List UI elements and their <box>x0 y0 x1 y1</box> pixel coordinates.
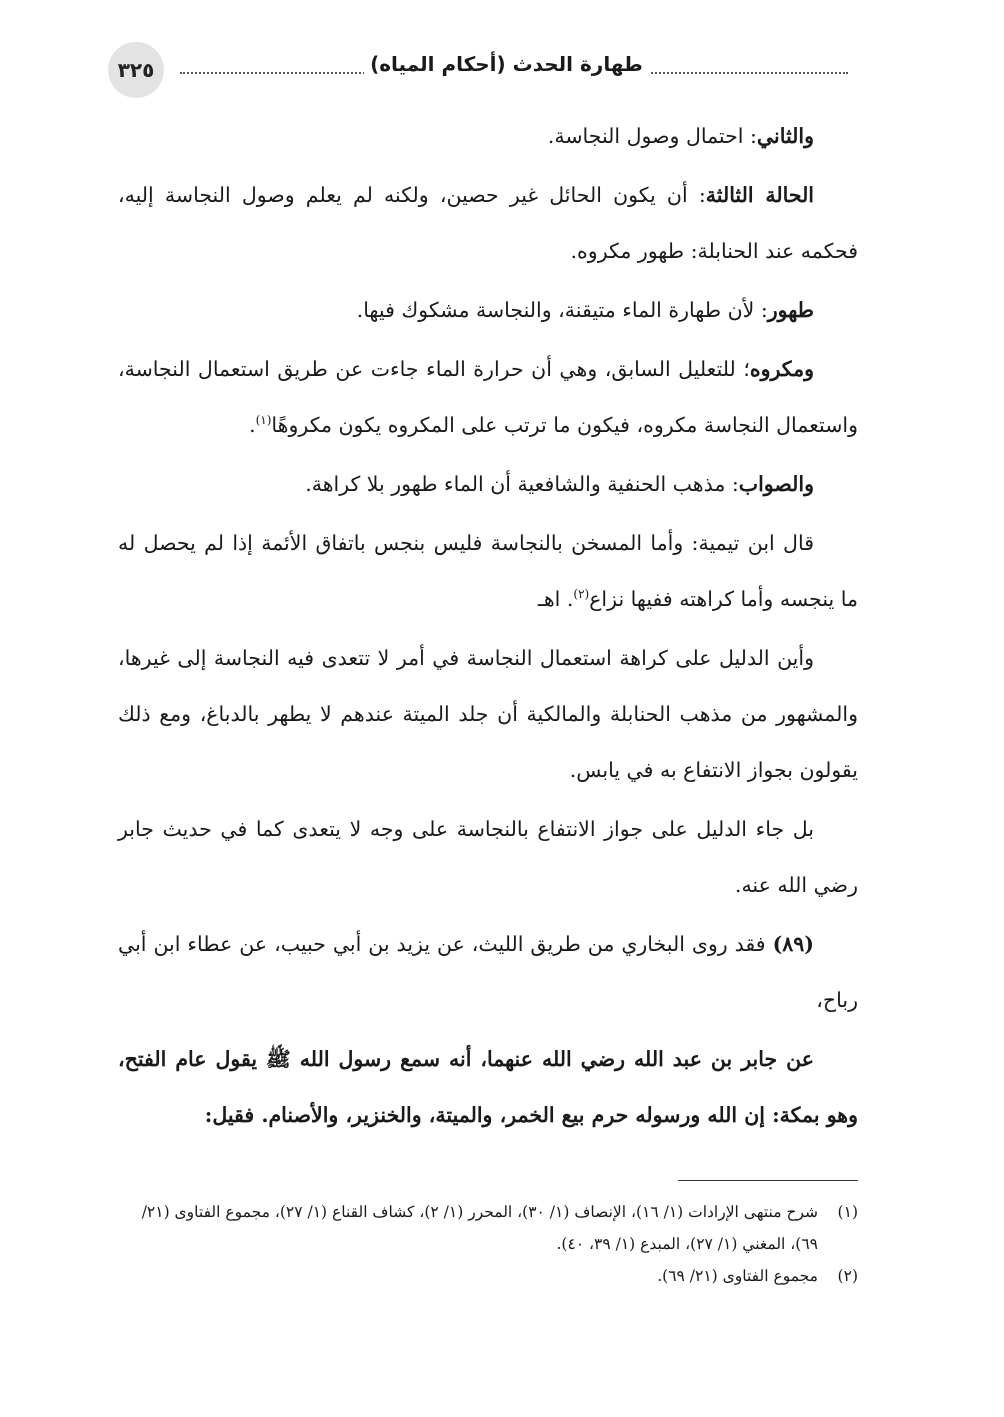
running-title: طهارة الحدث (أحكام المياه) <box>364 52 649 76</box>
paragraph-8 <box>118 801 858 913</box>
footnote-number: (٢) <box>837 1267 858 1285</box>
footnotes <box>118 1196 858 1292</box>
paragraph-text: : احتمال وصول النجاسة. <box>547 124 757 148</box>
footnote-text: شرح منتهى الإرادات (١/ ١٦)، الإنصاف (١/ ٣٠)، المحرر (١/ ٢)، كشاف القناع (١/ ٢٧)، مجموع الفتاوى (٢١/ ٦٩)، المغني (١/ ٢٧)، المبدع (١/ ٣٩، ٤٠). <box>141 1203 818 1253</box>
paragraph-10-hadith <box>118 1031 858 1143</box>
paragraph-7 <box>118 630 858 798</box>
paragraph-text: : لأن طهارة الماء متيقنة، والنجاسة مشكوك فيها. <box>356 298 768 322</box>
paragraph-9 <box>118 916 858 1028</box>
main-text <box>118 108 858 1146</box>
paragraph-text: عن جابر بن عبد الله رضي الله عنهما، أنه سمع رسول الله ﷺ يقول عام الفتح، وهو بمكة: إن الله ورسوله حرم بيع الخمر، والميتة، والخنزير، والأصنام. فقيل: <box>118 1047 858 1127</box>
footnote-number: (١) <box>837 1203 858 1221</box>
page-number: ٣٢٥ <box>108 42 164 98</box>
paragraph-lead: طهور <box>767 298 814 322</box>
paragraph-text: وأين الدليل على كراهة استعمال النجاسة في أمر لا تتعدى فيه النجاسة إلى غيرها، والمشهور من مذهب الحنابلة والمالكية أن جلد الميتة عندهم لا يطهر بالدباغ، ومع ذلك يقولون بجواز الانتفاع به في يابس. <box>118 646 858 782</box>
paragraph-end: . اهـ <box>537 587 574 611</box>
paragraph-text: : مذهب الحنفية والشافعية أن الماء طهور بلا كراهة. <box>305 472 739 496</box>
footnote-1 <box>118 1196 858 1260</box>
paragraph-3 <box>118 282 858 338</box>
page-header <box>108 42 848 98</box>
paragraph-text: ؛ للتعليل السابق، وهي أن حرارة الماء جاءت عن طريق استعمال النجاسة، واستعمال النجاسة مكروه، فيكون ما ترتب على المكروه يكون مكروهًا <box>118 357 858 437</box>
paragraph-1 <box>118 108 858 164</box>
paragraph-text: فقد روى البخاري من طريق الليث، عن يزيد بن أبي حبيب، عن عطاء ابن أبي رباح، <box>118 932 858 1012</box>
paragraph-4 <box>118 341 858 453</box>
paragraph-lead: الحالة الثالثة <box>705 183 815 207</box>
paragraph-6 <box>118 515 858 627</box>
footnote-separator <box>678 1180 858 1181</box>
paragraph-lead: والثاني <box>756 124 814 148</box>
paragraph-5 <box>118 456 858 512</box>
footnote-ref-1[interactable]: (١) <box>255 413 272 428</box>
paragraph-2 <box>118 167 858 279</box>
hadith-number: (٨٩) <box>772 932 814 956</box>
paragraph-end: . <box>249 413 256 437</box>
paragraph-lead: والصواب <box>738 472 814 496</box>
footnote-text: مجموع الفتاوى (٢١/ ٦٩). <box>657 1267 818 1285</box>
footnote-ref-2[interactable]: (٢) <box>573 587 590 602</box>
paragraph-text: : أن يكون الحائل غير حصين، ولكنه لم يعلم وصول النجاسة إليه، فحكمه عند الحنابلة: طهور مكروه. <box>118 183 858 263</box>
paragraph-text: بل جاء الدليل على جواز الانتفاع بالنجاسة على وجه لا يتعدى كما في حديث جابر رضي الله عنه. <box>118 817 858 897</box>
paragraph-text: قال ابن تيمية: وأما المسخن بالنجاسة فليس بنجس باتفاق الأئمة إذا لم يحصل له ما ينجسه وأما كراهته ففيها نزاع <box>118 531 858 611</box>
paragraph-lead: ومكروه <box>749 357 814 381</box>
footnote-2 <box>118 1260 858 1292</box>
